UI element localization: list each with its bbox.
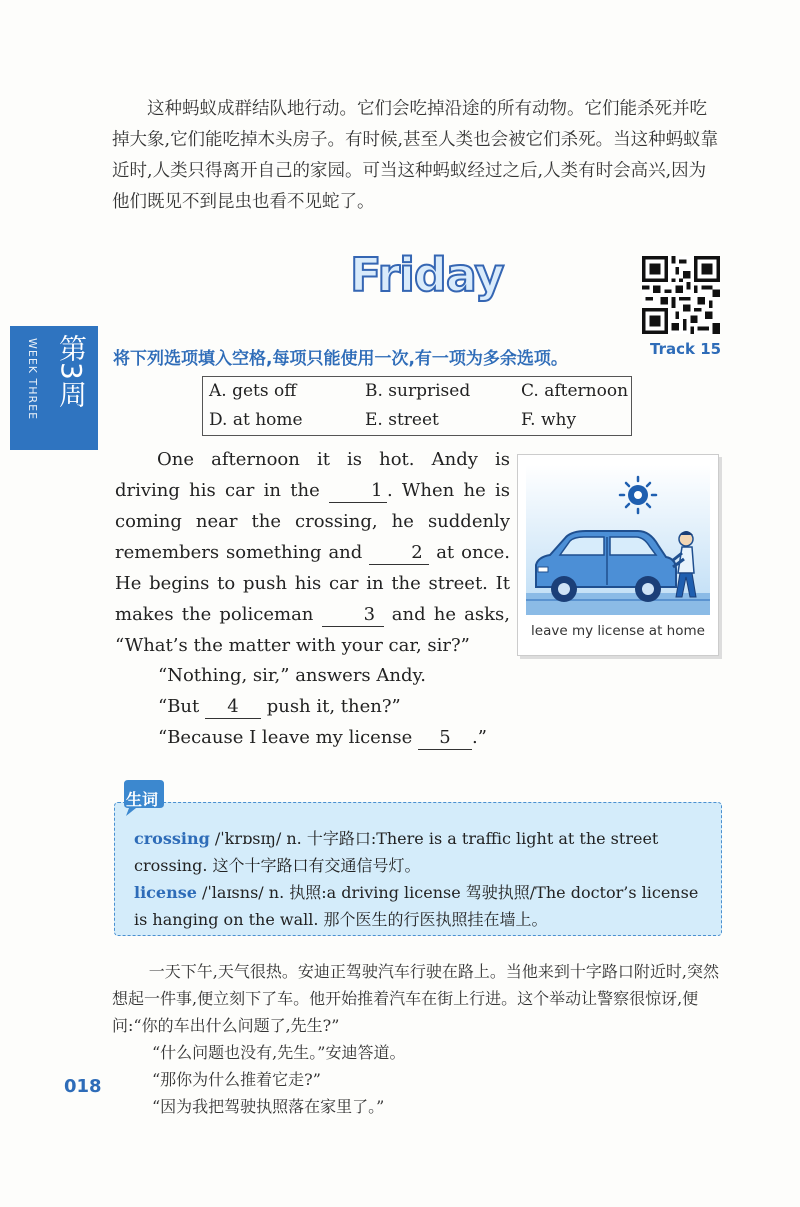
story-text-4: and he asks, “What’s the matter with your car, sir?”: [115, 604, 510, 656]
vocab-entry-crossing: [134, 825, 709, 879]
story-paragraph: [115, 444, 510, 661]
illustration-frame: [517, 454, 719, 656]
page-number: 018: [64, 1076, 102, 1097]
dialog-line-2: [158, 691, 487, 722]
blank-2[interactable]: 2: [369, 542, 429, 565]
vocab-word-license: license: [134, 883, 197, 902]
blank-3[interactable]: 3: [322, 604, 384, 627]
option-b: B. surprised: [365, 381, 471, 401]
options-box: [202, 376, 632, 436]
day-title: Friday: [350, 248, 504, 302]
translation-chinese: [112, 958, 724, 1120]
dialog-line-2b: push it, then?”: [260, 696, 401, 717]
blank-4[interactable]: 4: [205, 696, 261, 719]
option-a: A. gets off: [209, 381, 297, 401]
intro-text: 这种蚂蚁成群结队地行动。它们会吃掉沿途的所有动物。它们能杀死并吃掉大象,它们能吃掉木头房子。有时候,甚至人类也会被它们杀死。当这种蚂蚁靠近时,人类只得离开自己的家园。可当这种蚂蚁经过之后,人类有时会高兴,因为他们既见不到昆虫也看不见蛇了。: [112, 99, 719, 212]
blank-1[interactable]: 1: [329, 480, 387, 503]
option-c: C. afternoon: [521, 381, 629, 401]
dialog-line-3a: “Because I leave my license: [158, 727, 419, 748]
story-text-1: One afternoon it is hot. Andy is driving his car in the: [115, 449, 510, 501]
week-tab: [10, 326, 98, 450]
vocab-badge-label: 生词: [126, 790, 159, 809]
vocab-def-crossing: /ˈkrɒsɪŋ/ n. 十字路口:There is a traffic light at the street crossing. 这个十字路口有交通信号灯。: [134, 829, 659, 875]
vocab-word-crossing: crossing: [134, 829, 210, 848]
exercise-instruction: 将下列选项填入空格,每项只能使用一次,有一项为多余选项。: [113, 349, 568, 369]
illustration-caption: leave my license at home: [531, 623, 705, 639]
vocab-badge: [120, 780, 166, 818]
translation-para-2: “什么问题也没有,先生。”安迪答道。: [152, 1043, 406, 1062]
translation-para-3: “那你为什么推着它走?”: [152, 1070, 321, 1089]
vocab-entries: [134, 825, 709, 933]
vocab-def-license: /ˈlaɪsns/ n. 执照:a driving license 驾驶执照/The doctor’s license is hanging on the wall. 那个医生的行医执照挂在墙上。: [134, 883, 699, 929]
qr-code-icon[interactable]: [642, 256, 720, 334]
week-tab-english: WEEK THREE: [26, 338, 39, 421]
story-text-3: at once. He begins to push his car in the street. It makes the policeman: [115, 542, 510, 625]
option-d: D. at home: [209, 410, 303, 430]
dialog-line-2a: “But: [158, 696, 205, 717]
option-e: E. street: [365, 410, 439, 430]
dialog-line-3: [158, 722, 487, 753]
audio-track-label: Track 15: [650, 340, 722, 358]
week-tab-chinese: 第3周: [55, 334, 88, 408]
option-f: F. why: [521, 410, 577, 430]
blank-5[interactable]: 5: [418, 727, 472, 750]
dialog-line-1: “Nothing, sir,” answers Andy.: [158, 665, 426, 686]
car-push-illustration: [526, 465, 710, 615]
translation-para-4: “因为我把驾驶执照落在家里了。”: [152, 1097, 385, 1116]
dialog-line-3b: .”: [472, 727, 487, 748]
intro-chinese-paragraph: [112, 94, 722, 218]
translation-para-1: 一天下午,天气很热。安迪正驾驶汽车行驶在路上。当他来到十字路口附近时,突然想起一件事,便立刻下了车。他开始推着汽车在街上行进。这个举动让警察很惊讶,便问:“你的车出什么问题了,先生?”: [112, 962, 719, 1035]
story-text-2: . When he is coming near the crossing, he suddenly remembers something and: [115, 480, 510, 563]
dialog-lines: [158, 660, 487, 753]
vocab-entry-license: [134, 879, 709, 933]
